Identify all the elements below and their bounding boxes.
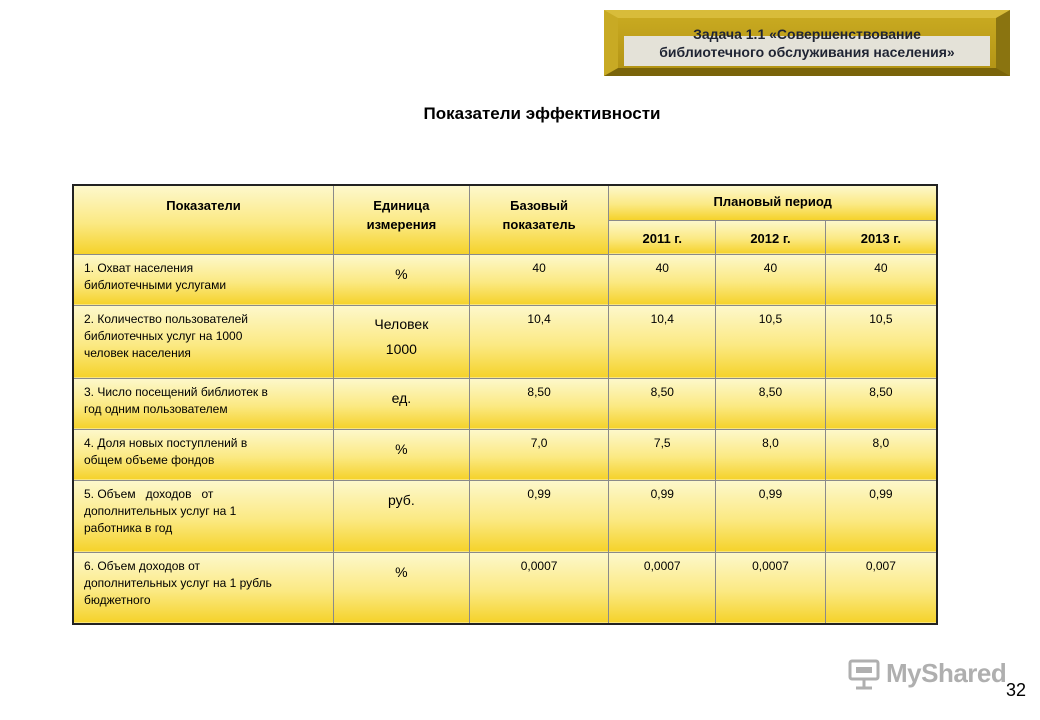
banner-text <box>618 25 996 61</box>
row-base-value: 8,50 <box>469 378 609 429</box>
row-name-line: дополнительных услуг на 1 рубль <box>84 575 272 590</box>
row-2011-value: 40 <box>609 254 716 305</box>
row-unit <box>334 480 470 552</box>
row-unit-line: руб. <box>388 491 415 508</box>
row-name-line: 4. Доля новых поступлений в <box>84 435 248 450</box>
row-unit-line: % <box>395 440 408 457</box>
row-unit-line: % <box>395 265 408 282</box>
table-row <box>73 552 937 624</box>
row-name-line: библиотечными услугами <box>84 277 227 292</box>
presentation-board-icon <box>846 656 882 692</box>
row-name-line: дополнительных услуг на 1 <box>84 503 237 518</box>
header-base <box>469 185 609 254</box>
row-2011-value: 7,5 <box>609 429 716 480</box>
row-name-line: год одним пользователем <box>84 401 228 416</box>
row-2013-value: 8,50 <box>825 378 937 429</box>
row-unit-line: ед. <box>391 389 412 406</box>
row-name <box>73 480 334 552</box>
row-name-line: 2. Количество пользователей <box>84 311 248 326</box>
table-row <box>73 429 937 480</box>
row-2013-value: 0,99 <box>825 480 937 552</box>
row-name-line: 6. Объем доходов от <box>84 558 201 573</box>
row-name-line: работника в год <box>84 520 173 535</box>
row-unit <box>334 429 470 480</box>
header-base-line-2: показатель <box>502 217 576 232</box>
row-unit-line: 1000 <box>385 340 417 357</box>
row-2012-value: 40 <box>716 254 826 305</box>
row-base-value: 0,99 <box>469 480 609 552</box>
row-name-line: 3. Число посещений библиотек в <box>84 384 268 399</box>
header-plan-period: Плановый период <box>609 185 937 220</box>
row-2012-value: 8,0 <box>716 429 826 480</box>
header-year-2011: 2011 г. <box>609 220 716 254</box>
header-unit-line-1: Единица <box>373 198 430 213</box>
row-name-line: библиотечных услуг на 1000 <box>84 328 243 343</box>
row-name-line: бюджетного <box>84 592 151 607</box>
banner-line-2: библиотечного обслуживания населения» <box>659 44 955 60</box>
row-2012-value: 0,0007 <box>716 552 826 624</box>
row-unit-line: Человек <box>374 315 429 332</box>
watermark-text: MyShared <box>886 658 1007 688</box>
row-2011-value: 0,99 <box>609 480 716 552</box>
row-2011-value: 10,4 <box>609 305 716 378</box>
row-2013-value: 0,007 <box>825 552 937 624</box>
table-row <box>73 305 937 378</box>
header-year-2012: 2012 г. <box>716 220 826 254</box>
row-2013-value: 40 <box>825 254 937 305</box>
row-base-value: 0,0007 <box>469 552 609 624</box>
row-2012-value: 0,99 <box>716 480 826 552</box>
row-unit <box>334 552 470 624</box>
table-row <box>73 254 937 305</box>
task-banner <box>604 10 1010 76</box>
banner-line-1: Задача 1.1 «Совершенствование <box>693 26 921 42</box>
row-unit-line: % <box>395 563 408 580</box>
header-year-2013: 2013 г. <box>825 220 937 254</box>
row-unit <box>334 305 470 378</box>
row-name <box>73 552 334 624</box>
row-name <box>73 305 334 378</box>
row-2012-value: 8,50 <box>716 378 826 429</box>
row-name-line: человек населения <box>84 345 191 360</box>
row-name <box>73 429 334 480</box>
row-base-value: 10,4 <box>469 305 609 378</box>
row-base-value: 40 <box>469 254 609 305</box>
row-name <box>73 254 334 305</box>
row-2011-value: 8,50 <box>609 378 716 429</box>
header-base-line-1: Базовый <box>510 198 569 213</box>
row-2012-value: 10,5 <box>716 305 826 378</box>
header-unit <box>334 185 470 254</box>
row-name-line: 1. Охват населения <box>84 260 194 275</box>
row-name-line: общем объеме фондов <box>84 452 215 467</box>
row-base-value: 7,0 <box>469 429 609 480</box>
row-unit <box>334 378 470 429</box>
header-indicator: Показатели <box>73 185 334 254</box>
page-title: Показатели эффективности <box>423 104 661 123</box>
row-2013-value: 8,0 <box>825 429 937 480</box>
row-2011-value: 0,0007 <box>609 552 716 624</box>
page-number: 32 <box>1006 680 1027 700</box>
myshared-watermark <box>846 656 1006 692</box>
table-row <box>73 480 937 552</box>
row-name <box>73 378 334 429</box>
header-unit-line-2: измерения <box>366 217 437 232</box>
row-name-line: 5. Объем доходов от <box>84 486 214 501</box>
row-2013-value: 10,5 <box>825 305 937 378</box>
table-row <box>73 378 937 429</box>
row-unit <box>334 254 470 305</box>
indicators-table <box>72 184 938 625</box>
